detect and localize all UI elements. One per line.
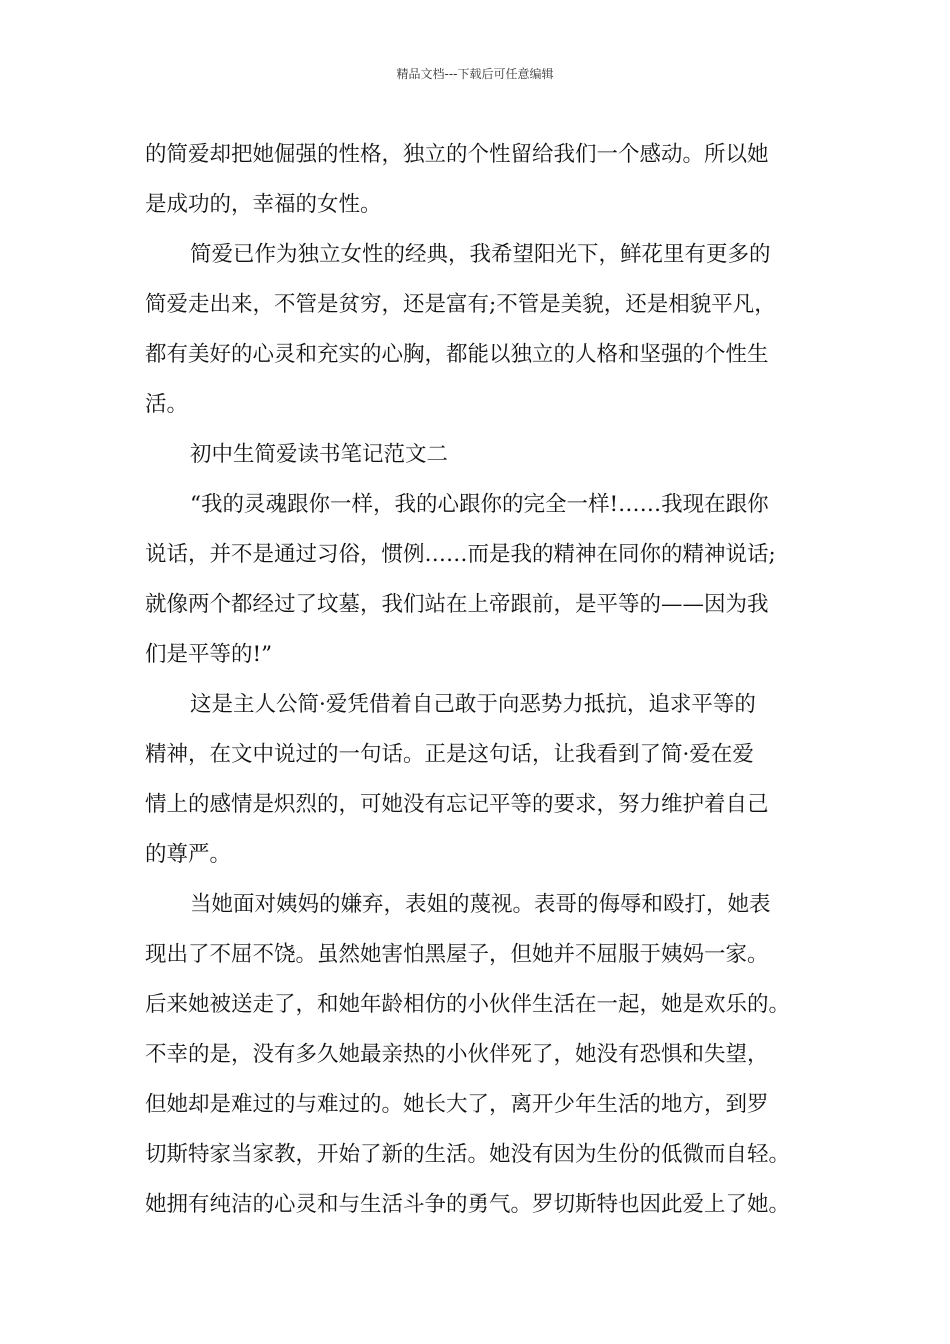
text-line: 情上的感情是炽烈的，可她没有忘记平等的要求，努力维护着自己 xyxy=(145,792,769,817)
text-line: 切斯特家当家教，开始了新的生活。她没有因为生份的低微而自轻。 xyxy=(145,1142,791,1167)
text-line: 她拥有纯洁的心灵和与生活斗争的勇气。罗切斯特也因此爱上了她。 xyxy=(145,1192,791,1217)
heading-text: 初中生简爱读书笔记范文二 xyxy=(190,442,449,467)
text-line: 这是主人公简·爱凭借着自己敢于向恶势力抵抗，追求平等的 xyxy=(190,692,756,717)
text-line: 们是平等的!” xyxy=(145,642,273,667)
text-line: 是成功的，幸福的女性。 xyxy=(145,192,382,217)
text-line: “我的灵魂跟你一样，我的心跟你的完全一样!……我现在跟你 xyxy=(190,492,769,517)
text-line: 说话，并不是通过习俗，惯例……而是我的精神在同你的精神说话; xyxy=(145,542,776,567)
text-line: 精神，在文中说过的一句话。正是这句话，让我看到了简·爱在爱 xyxy=(145,742,754,767)
text-line: 都有美好的心灵和充实的心胸，都能以独立的人格和坚强的个性生 xyxy=(145,342,769,367)
text-line: 活。 xyxy=(145,392,189,417)
text-line: 现出了不屈不饶。虽然她害怕黑屋子，但她并不屈服于姨妈一家。 xyxy=(145,942,769,967)
text-line: 就像两个都经过了坟墓，我们站在上帝跟前，是平等的——因为我 xyxy=(145,592,769,617)
quote-paragraph xyxy=(145,480,825,680)
paragraph xyxy=(145,130,825,230)
text-line: 简爱走出来，不管是贫穷，还是富有;不管是美貌，还是相貌平凡， xyxy=(145,292,776,317)
paragraph xyxy=(145,230,825,430)
paragraph xyxy=(145,880,825,1230)
document-body xyxy=(145,130,825,1230)
text-line: 但她却是难过的与难过的。她长大了，离开少年生活的地方，到罗 xyxy=(145,1092,769,1117)
section-heading xyxy=(145,430,825,480)
text-line: 简爱已作为独立女性的经典，我希望阳光下，鲜花里有更多的 xyxy=(190,242,771,267)
paragraph xyxy=(145,680,825,880)
text-line: 当她面对姨妈的嫌弃，表姐的蔑视。表哥的侮辱和殴打，她表 xyxy=(190,892,771,917)
text-line: 后来她被送走了，和她年龄相仿的小伙伴生活在一起，她是欢乐的。 xyxy=(145,992,791,1017)
page-header: 精品文档---下载后可任意编辑 xyxy=(396,67,554,81)
text-line: 不幸的是，没有多久她最亲热的小伙伴死了，她没有恐惧和失望， xyxy=(145,1042,769,1067)
text-line: 的尊严。 xyxy=(145,842,232,867)
text-line: 的简爱却把她倔强的性格，独立的个性留给我们一个感动。所以她 xyxy=(145,142,769,167)
